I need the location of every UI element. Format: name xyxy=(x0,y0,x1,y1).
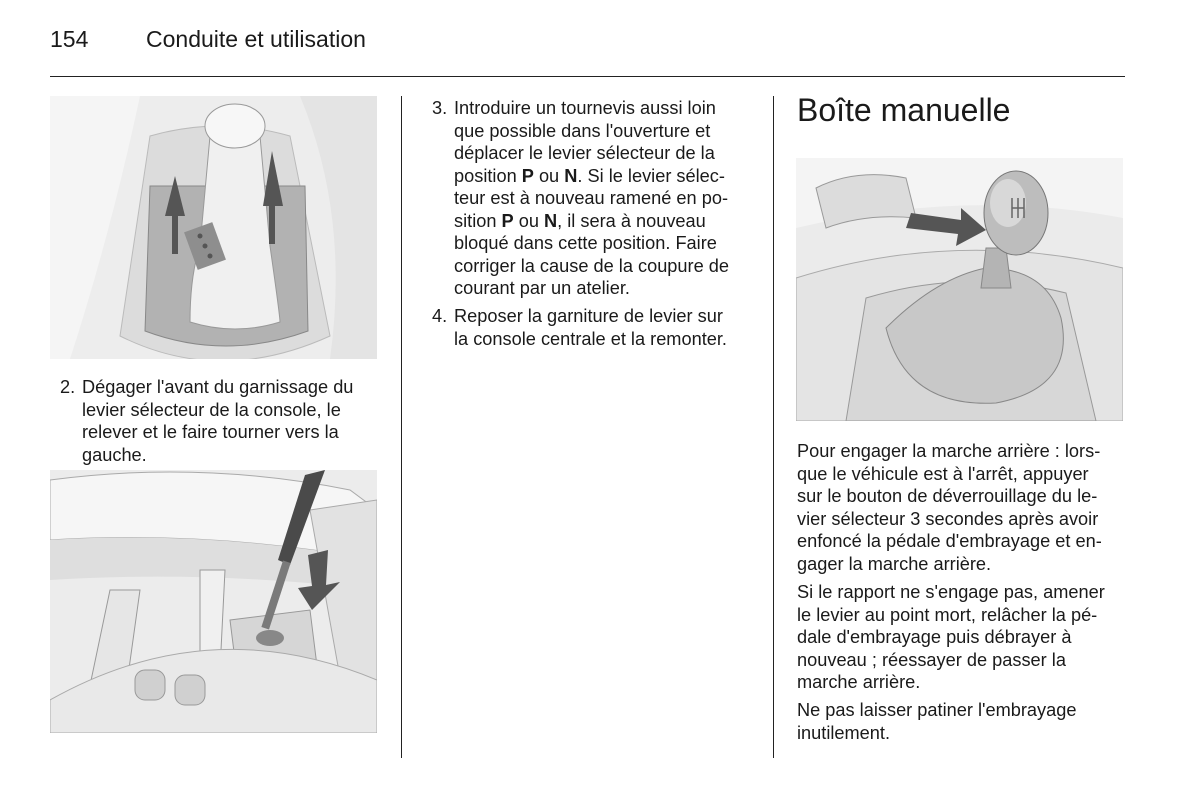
text-line: Reposer la garniture de levier sur xyxy=(454,306,723,326)
text-line: nouveau ; réessayer de passer la xyxy=(797,649,1066,670)
text-line: le levier au point mort, relâcher la pé- xyxy=(797,604,1098,625)
gear-position-n: N xyxy=(544,210,558,231)
header-rule xyxy=(50,76,1125,77)
text-line: Si le rapport ne s'engage pas, amener xyxy=(797,582,1105,602)
text-line xyxy=(454,210,729,233)
text-line: Pour engager la marche arrière : lors- xyxy=(797,441,1101,461)
page-number: 154 xyxy=(50,26,89,52)
paragraph-clutch-warning xyxy=(797,699,1127,744)
text-line: teur est à nouveau ramené en po- xyxy=(454,188,729,208)
text-run: . Si le levier sélec- xyxy=(577,165,725,186)
text-line: gager la marche arrière. xyxy=(797,553,992,574)
text-run: sition xyxy=(454,210,502,231)
text-line: corriger la cause de la coupure de xyxy=(454,255,729,276)
text-line: que possible dans l'ouverture et xyxy=(454,120,711,141)
text-line: Ne pas laisser patiner l'embrayage xyxy=(797,700,1077,720)
paragraph-reverse-gear xyxy=(797,440,1127,575)
text-run: ou xyxy=(513,210,544,231)
section-heading: Boîte manuelle xyxy=(797,92,1011,128)
text-line: Introduire un tournevis aussi loin xyxy=(454,98,716,118)
gear-position-p: P xyxy=(501,210,514,231)
text-line: marche arrière. xyxy=(797,672,921,692)
text-line: levier sélecteur de la console, le xyxy=(82,399,341,420)
text-line: que le véhicule est à l'arrêt, appuyer xyxy=(797,463,1089,484)
text-line: bloqué dans cette position. Faire xyxy=(454,233,717,253)
text-line: Dégager l'avant du garnissage du xyxy=(82,377,354,397)
figure-manual-gearshift xyxy=(796,158,1123,421)
text-line: vier sélecteur 3 secondes après avoir xyxy=(797,508,1099,529)
text-line: inutilement. xyxy=(797,722,891,743)
step-number: 2. xyxy=(60,377,76,397)
text-line: sur le bouton de déverrouillage du le- xyxy=(797,486,1098,506)
section-title: Conduite et utilisation xyxy=(146,26,366,52)
text-line: gauche. xyxy=(82,444,147,465)
text-line: relever et le faire tourner vers la xyxy=(82,422,339,442)
column-divider-left xyxy=(401,96,402,758)
text-line: courant par un atelier. xyxy=(454,278,630,298)
text-run: position xyxy=(454,165,522,186)
text-line: déplacer le levier sélecteur de la xyxy=(454,143,715,163)
paragraph-gear-not-engaging xyxy=(797,581,1127,694)
page-header xyxy=(50,26,366,53)
step-number: 4. xyxy=(432,306,448,326)
column-divider-right xyxy=(773,96,774,758)
text-run: ou xyxy=(533,165,565,186)
figure-screwdriver xyxy=(50,470,377,733)
step-number: 3. xyxy=(432,98,448,118)
text-run: , il sera à nouveau xyxy=(557,210,706,231)
text-line xyxy=(454,165,729,188)
text-line: la console centrale et la remonter. xyxy=(454,328,727,349)
gear-position-n: N xyxy=(564,165,578,186)
gear-position-p: P xyxy=(521,165,534,186)
text-line: dale d'embrayage puis débrayer à xyxy=(797,627,1072,647)
figure-selector-lever xyxy=(50,96,377,359)
text-line: enfoncé la pédale d'embrayage et en- xyxy=(797,531,1102,551)
